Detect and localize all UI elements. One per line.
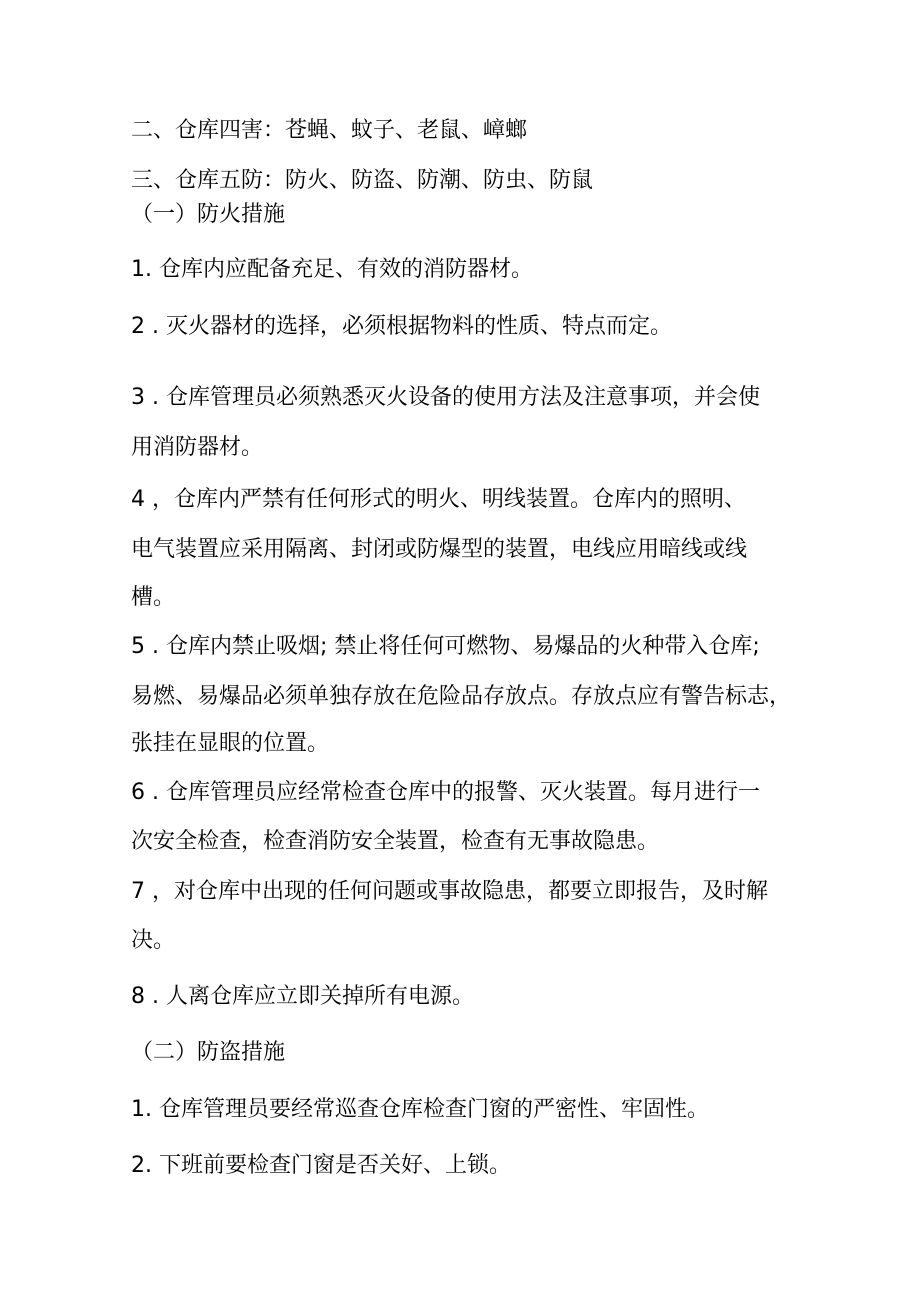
fire-item-3-line2: 用消防器材。 (131, 435, 264, 460)
fire-item-4-line1: 4 ，仓库内严禁有任何形式的明火、明线装置。仓库内的照明、 (131, 487, 746, 512)
fire-item-7-line2: 决。 (131, 928, 176, 953)
line-four-pests: 二、仓库四害：苍蝇、蚊子、老鼠、嶂螂 (131, 118, 528, 143)
fire-item-5-line1: 5 . 仓库内禁止吸烟; 禁止将任何可燃物、易爆品的火种带入仓库; (131, 634, 760, 659)
line-five-preventions: 三、仓库五防：防火、防盗、防潮、防虫、防鼠 (131, 168, 594, 193)
fire-item-8: 8 . 人离仓库应立即关掉所有电源。 (131, 984, 474, 1009)
heading-theft-prevention: （二）防盗措施 (131, 1040, 286, 1065)
fire-item-2: 2 . 灭火器材的选择，必须根据物料的性质、特点而定。 (131, 314, 672, 339)
theft-item-1: 1. 仓库管理员要经常巡查仓库检查门窗的严密性、牢固性。 (131, 1097, 709, 1122)
fire-item-1: 1. 仓库内应配备充足、有效的消防器材。 (131, 257, 533, 282)
fire-item-7-line1: 7 ，对仓库中出现的任何问题或事故隐患，都要立即报告，及时解 (131, 879, 768, 904)
fire-item-6-line2: 次安全检查，检查消防安全装置，检查有无事故隐患。 (131, 829, 660, 854)
fire-item-5-line3: 张挂在显眼的位置。 (131, 731, 330, 756)
fire-item-6-line1: 6 . 仓库管理员应经常检查仓库中的报警、灭火装置。每月进行一 (131, 780, 760, 805)
fire-item-5-line2: 易燃、易爆品必须单独存放在危险品存放点。存放点应有警告标志， (131, 684, 792, 709)
fire-item-4-line2: 电气装置应采用隔离、封闭或防爆型的装置，电线应用暗线或线 (131, 537, 748, 562)
fire-item-4-line3: 槽。 (131, 585, 176, 610)
heading-fire-prevention: （一）防火措施 (131, 202, 286, 227)
fire-item-3-line1: 3 . 仓库管理员必须熟悉灭火设备的使用方法及注意事项，并会使 (131, 385, 760, 410)
theft-item-2: 2. 下班前要检查门窗是否关好、上锁。 (131, 1153, 511, 1178)
